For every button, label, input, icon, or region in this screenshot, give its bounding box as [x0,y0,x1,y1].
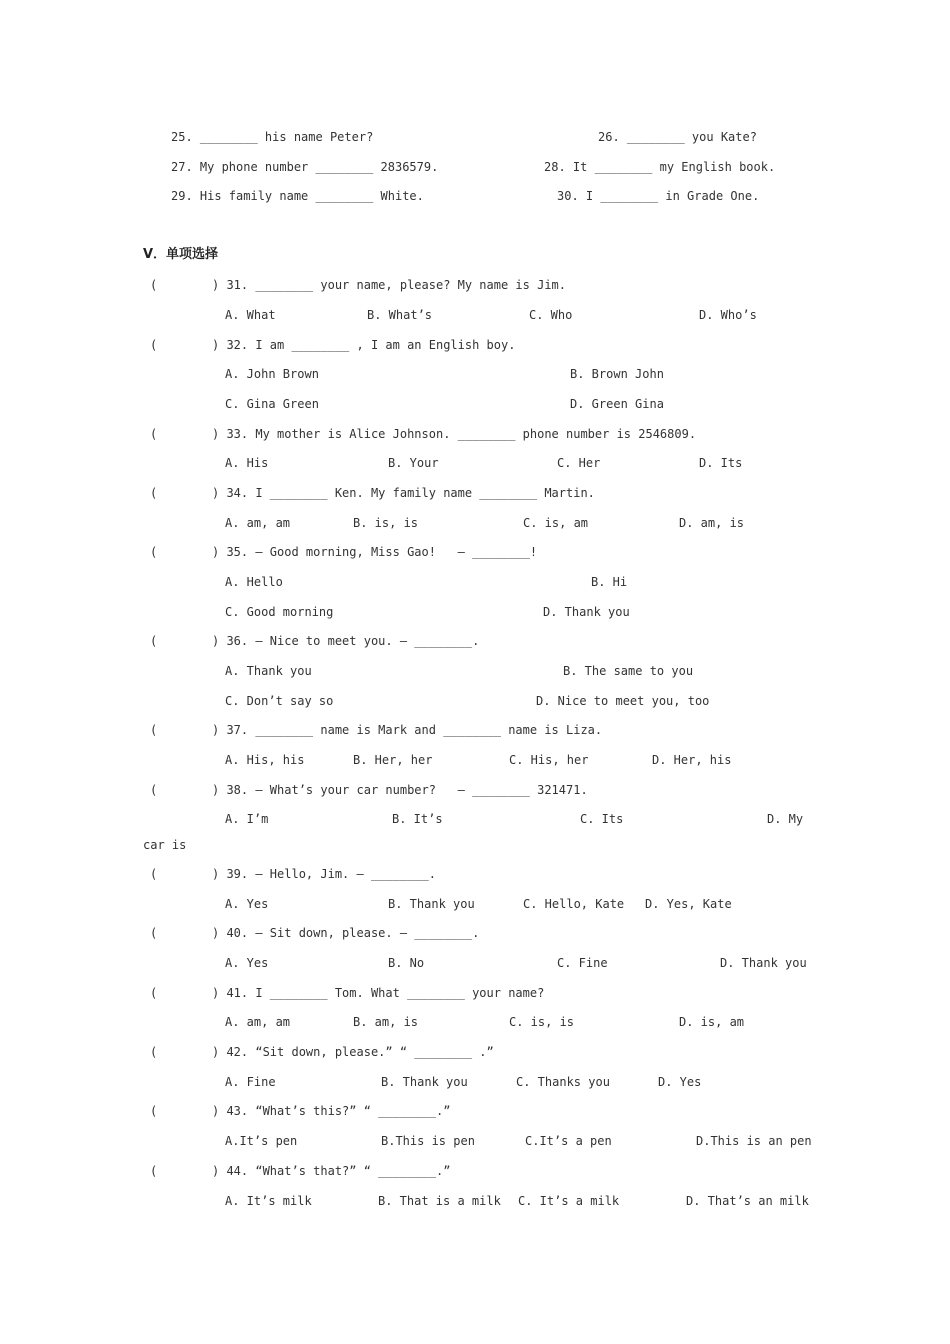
question-stem-40: ) 40. — Sit down, please. — ________. [212,926,480,940]
option-a-38: A. I’m [225,812,269,826]
option-a-39: A. Yes [225,897,269,911]
answer-paren: ( [150,278,158,292]
option-a-40: A. Yes [225,956,269,970]
option-a-44: A. It’s milk [225,1194,312,1208]
option-b-44: B. That is a milk [378,1194,501,1208]
option-d-43: D.This is an pen [696,1134,812,1148]
option-a-32: A. John Brown [225,367,319,381]
option-b-38: B. It’s [392,812,443,826]
option-b-39: B. Thank you [388,897,475,911]
option-a-43: A.It’s pen [225,1134,298,1148]
option-c-32: C. Gina Green [225,397,319,411]
option-d-44: D. That’s an milk [686,1194,809,1208]
option-c-31: C. Who [529,308,573,322]
option-d-35: D. Thank you [543,605,630,619]
option-a-31: A. What [225,308,276,322]
option-b-35: B. Hi [591,575,628,589]
option-c-42: C. Thanks you [516,1075,610,1089]
answer-paren: ( [150,1104,158,1118]
answer-paren: ( [150,545,158,559]
answer-paren: ( [150,427,158,441]
fill-item-27: 27. My phone number ________ 2836579. [171,160,439,174]
question-stem-36: ) 36. — Nice to meet you. — ________. [212,634,480,648]
option-b-37: B. Her, her [353,753,433,767]
option-c-43: C.It’s a pen [525,1134,612,1148]
option-d-36: D. Nice to meet you, too [536,694,710,708]
question-stem-41: ) 41. I ________ Tom. What ________ your name? [212,986,545,1000]
option-c-39: C. Hello, Kate [523,897,625,911]
option-d-31: D. Who’s [699,308,757,322]
option-d-39: D. Yes, Kate [645,897,732,911]
option-a-37: A. His, his [225,753,305,767]
option-d-37: D. Her, his [652,753,732,767]
option-b-36: B. The same to you [563,664,694,678]
fill-item-25: 25. ________ his name Peter? [171,130,374,144]
answer-paren: ( [150,486,158,500]
option-d-33: D. Its [699,456,743,470]
section-title: V．单项选择 [143,247,219,262]
question-stem-34: ) 34. I ________ Ken. My family name ________ Martin. [212,486,595,500]
option-a-36: A. Thank you [225,664,312,678]
answer-paren: ( [150,1164,158,1178]
answer-paren: ( [150,986,158,1000]
option-b-42: B. Thank you [381,1075,468,1089]
option-d-38: D. My [767,812,804,826]
fill-item-28: 28. It ________ my English book. [544,160,776,174]
option-d-34: D. am, is [679,516,745,530]
option-b-43: B.This is pen [381,1134,475,1148]
option-d-40: D. Thank you [720,956,807,970]
option-d-42: D. Yes [658,1075,702,1089]
option-d-32: D. Green Gina [570,397,664,411]
option-d-41: D. is, am [679,1015,745,1029]
option-b-34: B. is, is [353,516,419,530]
option-b-32: B. Brown John [570,367,664,381]
option-a-42: A. Fine [225,1075,276,1089]
option-a-35: A. Hello [225,575,283,589]
option-c-35: C. Good morning [225,605,334,619]
option-a-33: A. His [225,456,269,470]
answer-paren: ( [150,723,158,737]
answer-paren: ( [150,338,158,352]
question-stem-33: ) 33. My mother is Alice Johnson. ________ phone number is 2546809. [212,427,697,441]
option-b-33: B. Your [388,456,439,470]
option-b-40: B. No [388,956,425,970]
answer-paren: ( [150,926,158,940]
question-stem-44: ) 44. “What’s that?” “ ________.” [212,1164,451,1178]
fill-item-30: 30. I ________ in Grade One. [557,189,760,203]
question-stem-39: ) 39. — Hello, Jim. — ________. [212,867,436,881]
question-stem-42: ) 42. “Sit down, please.” “ ________ .” [212,1045,494,1059]
answer-paren: ( [150,634,158,648]
option-c-41: C. is, is [509,1015,575,1029]
option-c-40: C. Fine [557,956,608,970]
option-d-38-continued: car is [143,838,187,852]
option-c-38: C. Its [580,812,624,826]
option-c-36: C. Don’t say so [225,694,334,708]
option-c-34: C. is, am [523,516,589,530]
fill-item-26: 26. ________ you Kate? [598,130,757,144]
fill-item-29: 29. His family name ________ White. [171,189,424,203]
question-stem-32: ) 32. I am ________ , I am an English boy. [212,338,516,352]
option-a-41: A. am, am [225,1015,291,1029]
question-stem-31: ) 31. ________ your name, please? My name is Jim. [212,278,567,292]
question-stem-38: ) 38. — What’s your car number? — ________ 321471. [212,783,588,797]
question-stem-37: ) 37. ________ name is Mark and ________ name is Liza. [212,723,603,737]
option-b-31: B. What’s [367,308,433,322]
answer-paren: ( [150,1045,158,1059]
option-c-37: C. His, her [509,753,589,767]
answer-paren: ( [150,867,158,881]
option-b-41: B. am, is [353,1015,419,1029]
option-c-33: C. Her [557,456,601,470]
option-c-44: C. It’s a milk [518,1194,620,1208]
option-a-34: A. am, am [225,516,291,530]
question-stem-35: ) 35. — Good morning, Miss Gao! — ________! [212,545,538,559]
question-stem-43: ) 43. “What’s this?” “ ________.” [212,1104,451,1118]
answer-paren: ( [150,783,158,797]
